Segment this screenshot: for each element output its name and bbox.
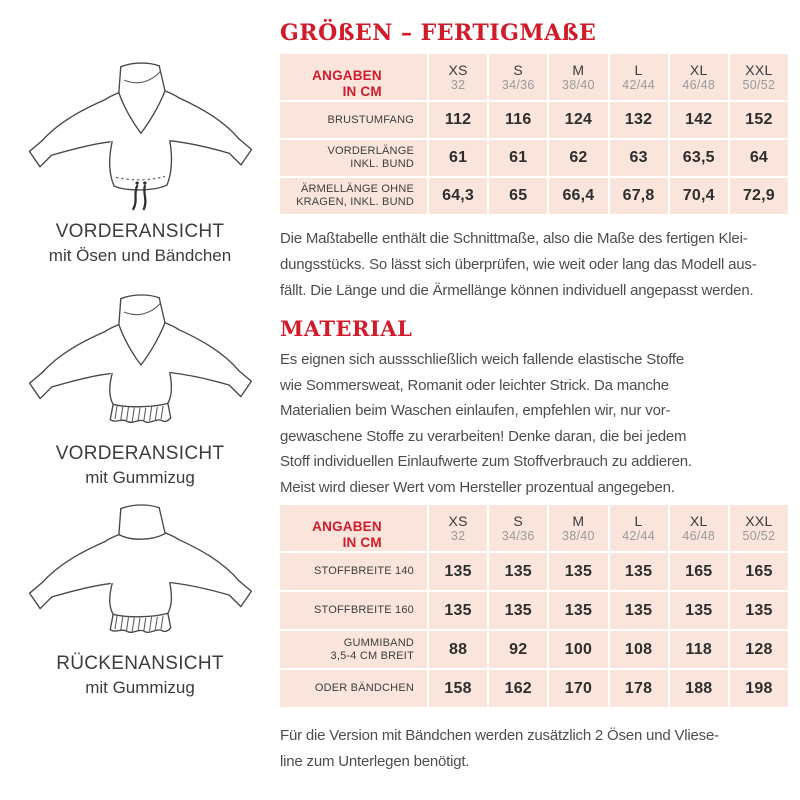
size-chart-table bbox=[280, 54, 788, 214]
value-cell: 165 bbox=[730, 553, 788, 590]
size-column-xs: XS 32 bbox=[429, 505, 487, 551]
value-cell: 170 bbox=[549, 670, 607, 707]
material-heading: MATERIAL bbox=[280, 316, 413, 341]
value-cell: 135 bbox=[549, 553, 607, 590]
value-cell: 152 bbox=[730, 102, 788, 138]
size-column-s: S 34/36 bbox=[489, 505, 547, 551]
figure-caption-subtitle: mit Ösen und Bändchen bbox=[48, 246, 232, 265]
value-cell: 188 bbox=[670, 670, 728, 707]
value-cell: 62 bbox=[549, 140, 607, 176]
value-cell: 72,9 bbox=[730, 178, 788, 214]
value-cell: 135 bbox=[730, 592, 788, 629]
value-cell: 128 bbox=[730, 631, 788, 668]
size-column-l: L 42/44 bbox=[610, 54, 668, 100]
figure-caption-title: VORDERANSICHT bbox=[55, 221, 225, 242]
size-column-s: S 34/36 bbox=[489, 54, 547, 100]
size-column-xs: XS 32 bbox=[429, 54, 487, 100]
value-cell: 66,4 bbox=[549, 178, 607, 214]
size-column-xxl: XXL 50/52 bbox=[730, 505, 788, 551]
figure-caption-subtitle: mit Gummizug bbox=[85, 678, 195, 697]
value-cell: 70,4 bbox=[670, 178, 728, 214]
value-cell: 61 bbox=[489, 140, 547, 176]
figure-caption-title: RÜCKENANSICHT bbox=[56, 653, 224, 674]
sweater-front-elastic-illustration bbox=[15, 292, 265, 436]
value-cell: 135 bbox=[489, 592, 547, 629]
value-cell: 132 bbox=[610, 102, 668, 138]
size-column-m: M 38/40 bbox=[549, 505, 607, 551]
figure-caption-title: VORDERANSICHT bbox=[55, 443, 225, 464]
value-cell: 64 bbox=[730, 140, 788, 176]
size-column-l: L 42/44 bbox=[610, 505, 668, 551]
value-cell: 142 bbox=[670, 102, 728, 138]
value-cell: 198 bbox=[730, 670, 788, 707]
page-title: GRÖßEN – FERTIGMAßE bbox=[280, 20, 597, 46]
figure-back-elastic bbox=[10, 502, 270, 698]
value-cell: 61 bbox=[429, 140, 487, 176]
value-cell: 63 bbox=[610, 140, 668, 176]
value-cell: 64,3 bbox=[429, 178, 487, 214]
size-column-xl: XL 46/48 bbox=[670, 505, 728, 551]
value-cell: 63,5 bbox=[670, 140, 728, 176]
table-corner-label: ANGABEN IN CM bbox=[312, 68, 382, 99]
size-column-xl: XL 46/48 bbox=[670, 54, 728, 100]
content-column bbox=[280, 0, 788, 775]
figure-front-elastic bbox=[10, 292, 270, 488]
value-cell: 135 bbox=[610, 553, 668, 590]
value-cell: 92 bbox=[489, 631, 547, 668]
material-intro: Es eignen sich aussschließlich weich fallende elastische Stoffe wie Sommersweat, Romanit oder leichter Strick. Da manche Materialien beim Waschen einlaufen, empfehlen wir, nur vor- gewaschene Stoffe zu verarbeiten! Denke daran, die bei jedem Stoff individuellen Einlaufwerte zum Stoffverbrauch zu addieren. Meist wird dieser Wert vom Hersteller prozentual angegeben. bbox=[280, 351, 692, 496]
value-cell: 118 bbox=[670, 631, 728, 668]
row-label-stoffbreite-160: STOFFBREITE 160 bbox=[280, 592, 427, 629]
row-label-gummiband: GUMMIBAND 3,5-4 CM BREIT bbox=[280, 631, 427, 668]
figure-caption-subtitle: mit Gummizug bbox=[85, 468, 195, 487]
row-label-baendchen: ODER BÄNDCHEN bbox=[280, 670, 427, 707]
value-cell: 135 bbox=[549, 592, 607, 629]
value-cell: 135 bbox=[489, 553, 547, 590]
value-cell: 135 bbox=[429, 592, 487, 629]
value-cell: 65 bbox=[489, 178, 547, 214]
value-cell: 135 bbox=[670, 592, 728, 629]
size-chart-note: Die Maßtabelle enthält die Schnittmaße, also die Maße des fertigen Klei- dungsstücks. So lässt sich überprüfen, wie weit oder lang das Modell aus- fällt. Die Länge und die Ärmellänge können individuell angepasst werden. bbox=[280, 230, 757, 299]
figure-front-drawstring bbox=[10, 60, 270, 266]
size-column-xxl: XXL 50/52 bbox=[730, 54, 788, 100]
material-table bbox=[280, 505, 788, 707]
value-cell: 165 bbox=[670, 553, 728, 590]
sweater-back-elastic-illustration bbox=[15, 502, 265, 646]
value-cell: 124 bbox=[549, 102, 607, 138]
value-cell: 108 bbox=[610, 631, 668, 668]
value-cell: 67,8 bbox=[610, 178, 668, 214]
value-cell: 178 bbox=[610, 670, 668, 707]
value-cell: 158 bbox=[429, 670, 487, 707]
row-label-brustumfang: BRUSTUMFANG bbox=[280, 102, 427, 138]
value-cell: 135 bbox=[429, 553, 487, 590]
table-corner-cell bbox=[280, 505, 427, 551]
table-corner-label: ANGABEN IN CM bbox=[312, 519, 382, 550]
value-cell: 112 bbox=[429, 102, 487, 138]
baendchen-note: Für die Version mit Bändchen werden zusätzlich 2 Ösen und Vliese- line zum Unterlegen benötigt. bbox=[280, 727, 719, 770]
value-cell: 116 bbox=[489, 102, 547, 138]
size-column-m: M 38/40 bbox=[549, 54, 607, 100]
row-label-stoffbreite-140: STOFFBREITE 140 bbox=[280, 553, 427, 590]
row-label-aermellaenge: ÄRMELLÄNGE OHNE KRAGEN, INKL. BUND bbox=[280, 178, 427, 214]
table-corner-cell bbox=[280, 54, 427, 100]
value-cell: 135 bbox=[610, 592, 668, 629]
row-label-vorderlaenge: VORDERLÄNGE INKL. BUND bbox=[280, 140, 427, 176]
sweater-front-drawstring-illustration bbox=[15, 60, 265, 214]
value-cell: 88 bbox=[429, 631, 487, 668]
value-cell: 100 bbox=[549, 631, 607, 668]
value-cell: 162 bbox=[489, 670, 547, 707]
